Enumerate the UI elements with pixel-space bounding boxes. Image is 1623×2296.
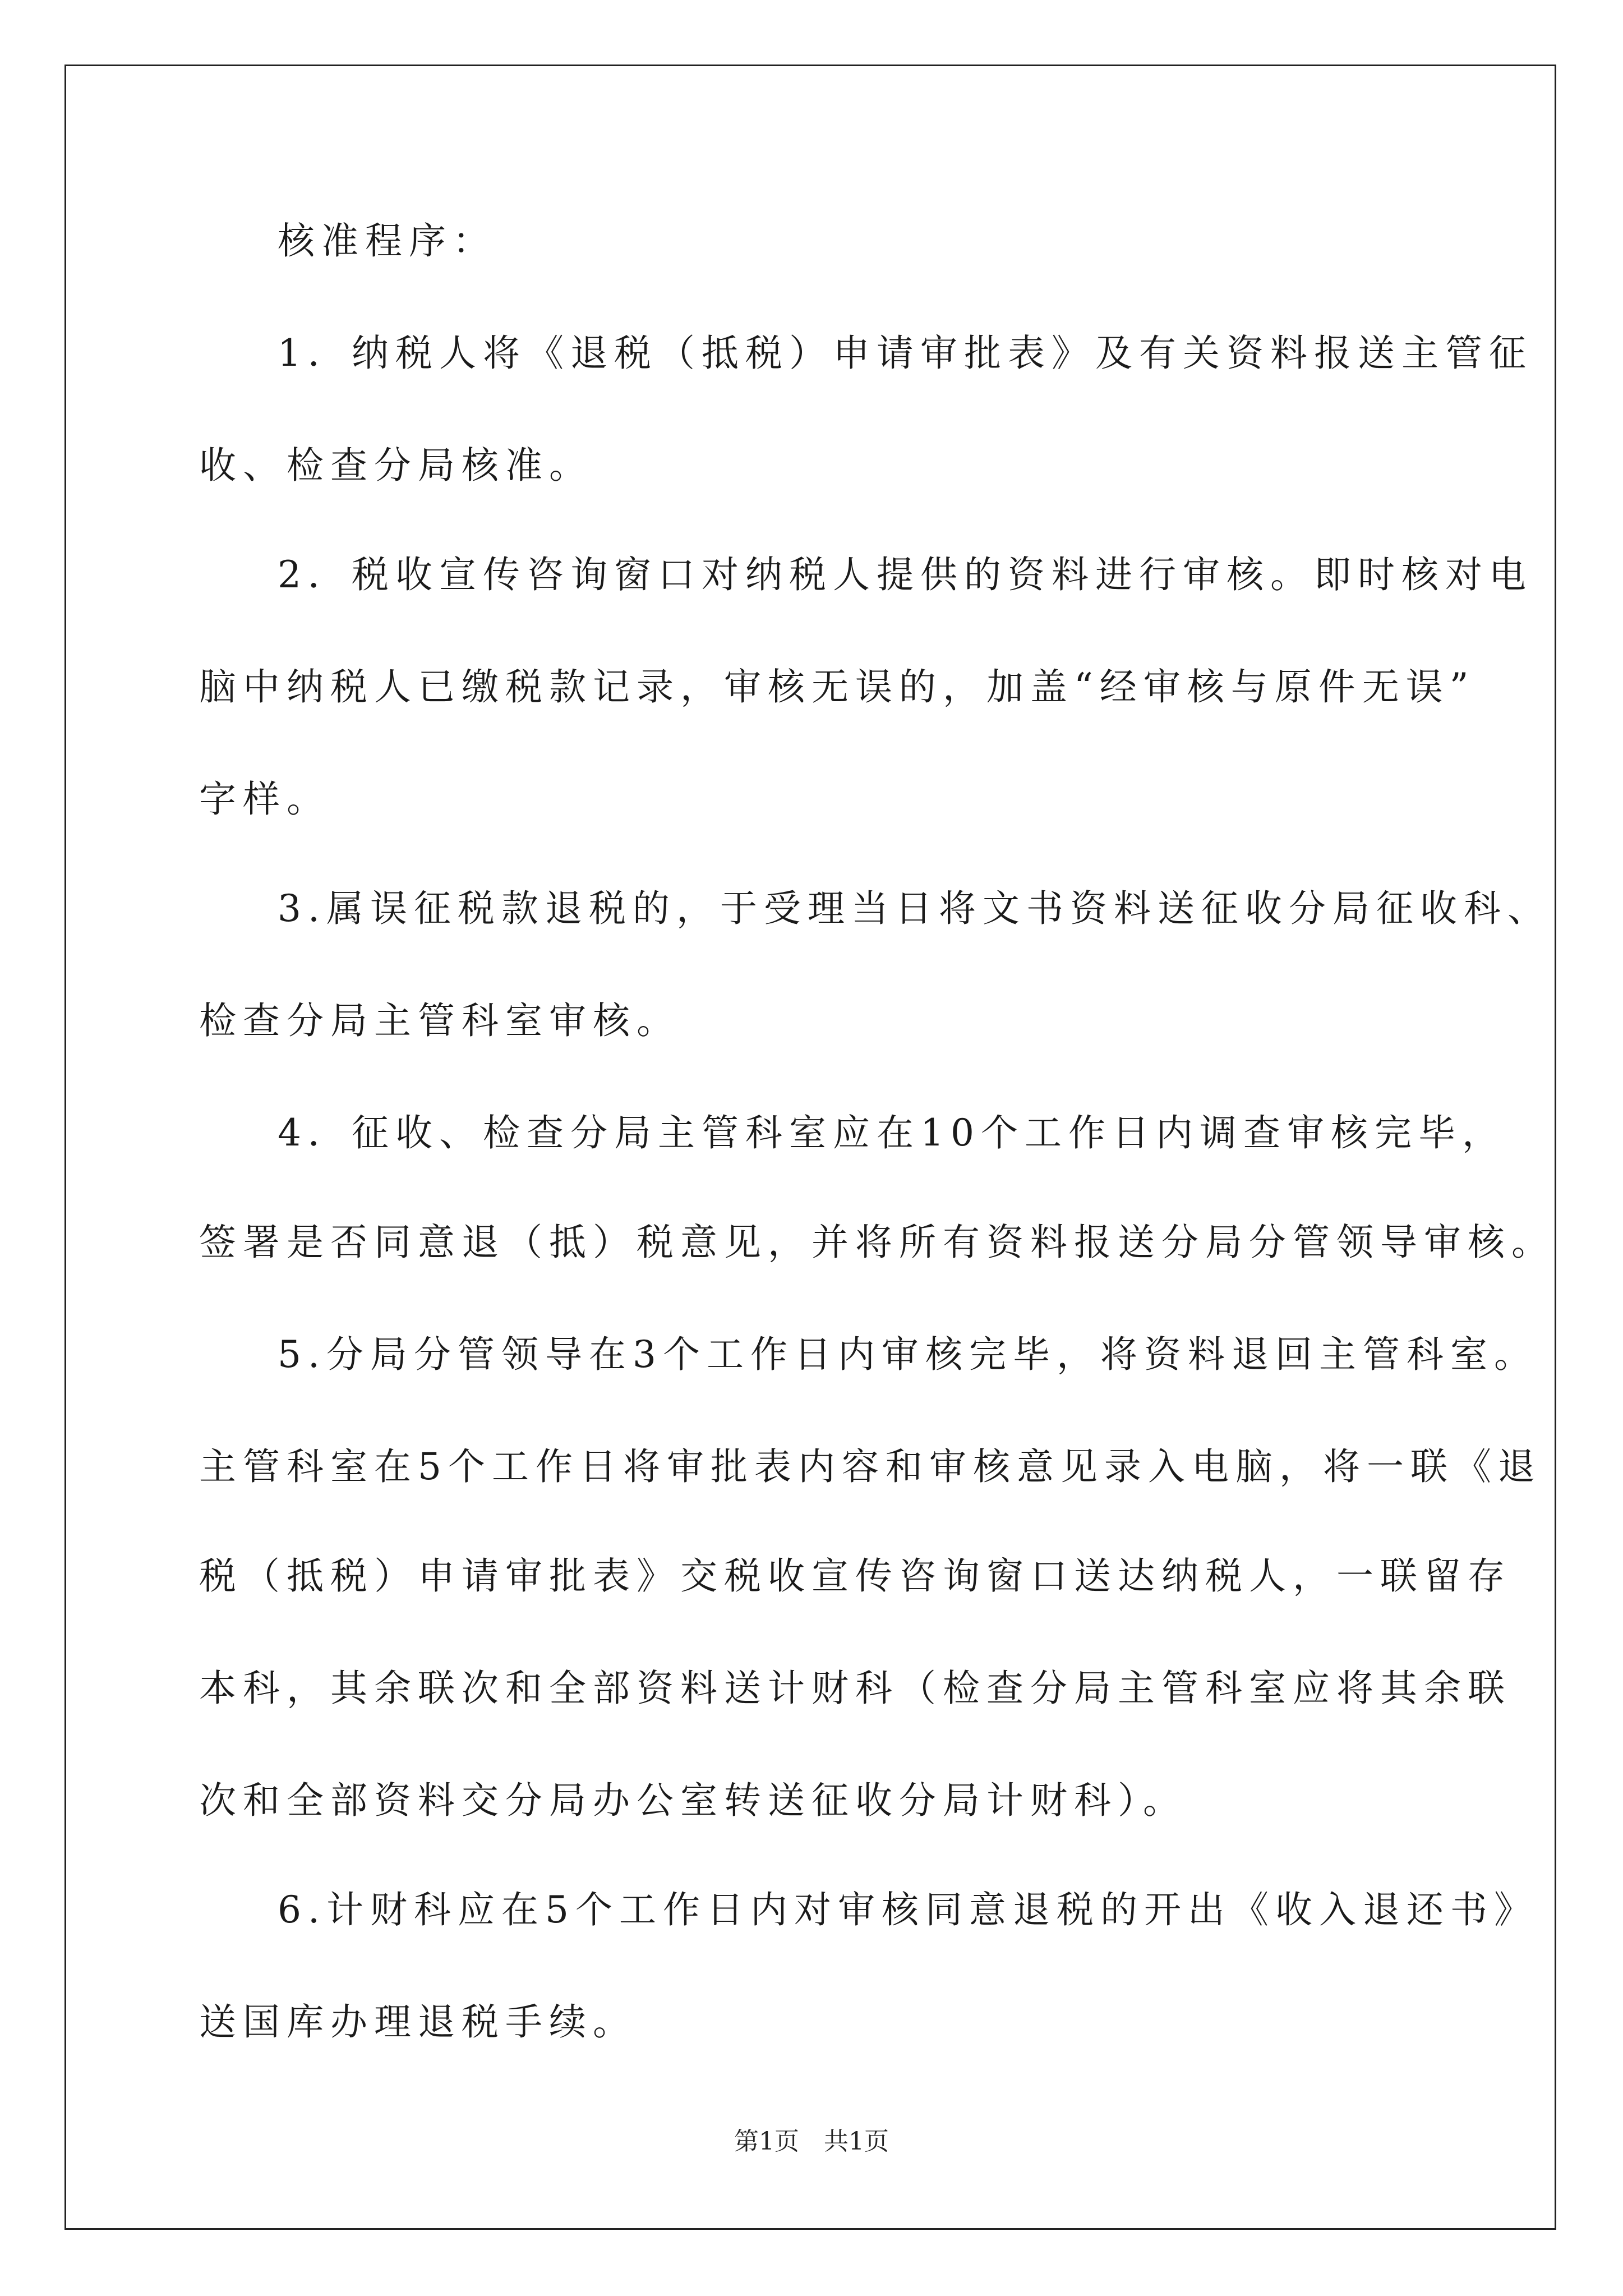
paragraph-line: 本科，其余联次和全部资料送计财科（检查分局主管科室应将其余联 [199, 1667, 1511, 1710]
paragraph-line: 5.分局分管领导在3个工作日内审核完毕，将资料退回主管科室。 [278, 1333, 1538, 1376]
paragraph-line: 6.计财科应在5个工作日内对审核同意退税的开出《收入退还书》 [278, 1888, 1538, 1931]
heading-approval-procedure: 核准程序： [278, 219, 496, 263]
paragraph-line: 脑中纳税人已缴税款记录，审核无误的，加盖“经审核与原件无误” [199, 665, 1476, 708]
paragraph-line: 收、检查分局核准。 [199, 444, 593, 487]
paragraph-line: 主管科室在5个工作日将审批表内容和审核意见录入电脑，将一联《退 [199, 1445, 1542, 1488]
paragraph-line: 税（抵税）申请审批表》交税收宣传咨询窗口送达纳税人，一联留存 [199, 1554, 1511, 1598]
paragraph-line: 1．纳税人将《退税（抵税）申请审批表》及有关资料报送主管征 [278, 332, 1533, 375]
paragraph-line: 次和全部资料交分局办公室转送征收分局计财科）。 [199, 1779, 1187, 1822]
paragraph-line: 2．税收宣传咨询窗口对纳税人提供的资料进行审核。即时核对电 [278, 553, 1533, 596]
paragraph-line: 送国库办理退税手续。 [199, 2000, 637, 2044]
paragraph-line: 检查分局主管科室审核。 [199, 999, 680, 1042]
paragraph-line: 签署是否同意退（抵）税意见，并将所有资料报送分局分管领导审核。 [199, 1221, 1555, 1264]
paragraph-line: 4．征收、检查分局主管科室应在10个工作日内调查审核完毕， [278, 1111, 1506, 1154]
page-number-footer: 第1页 共1页 [734, 2127, 889, 2156]
paragraph-line: 字样。 [199, 777, 330, 821]
paragraph-line: 3.属误征税款退税的，于受理当日将文书资料送征收分局征收科、 [278, 887, 1551, 930]
